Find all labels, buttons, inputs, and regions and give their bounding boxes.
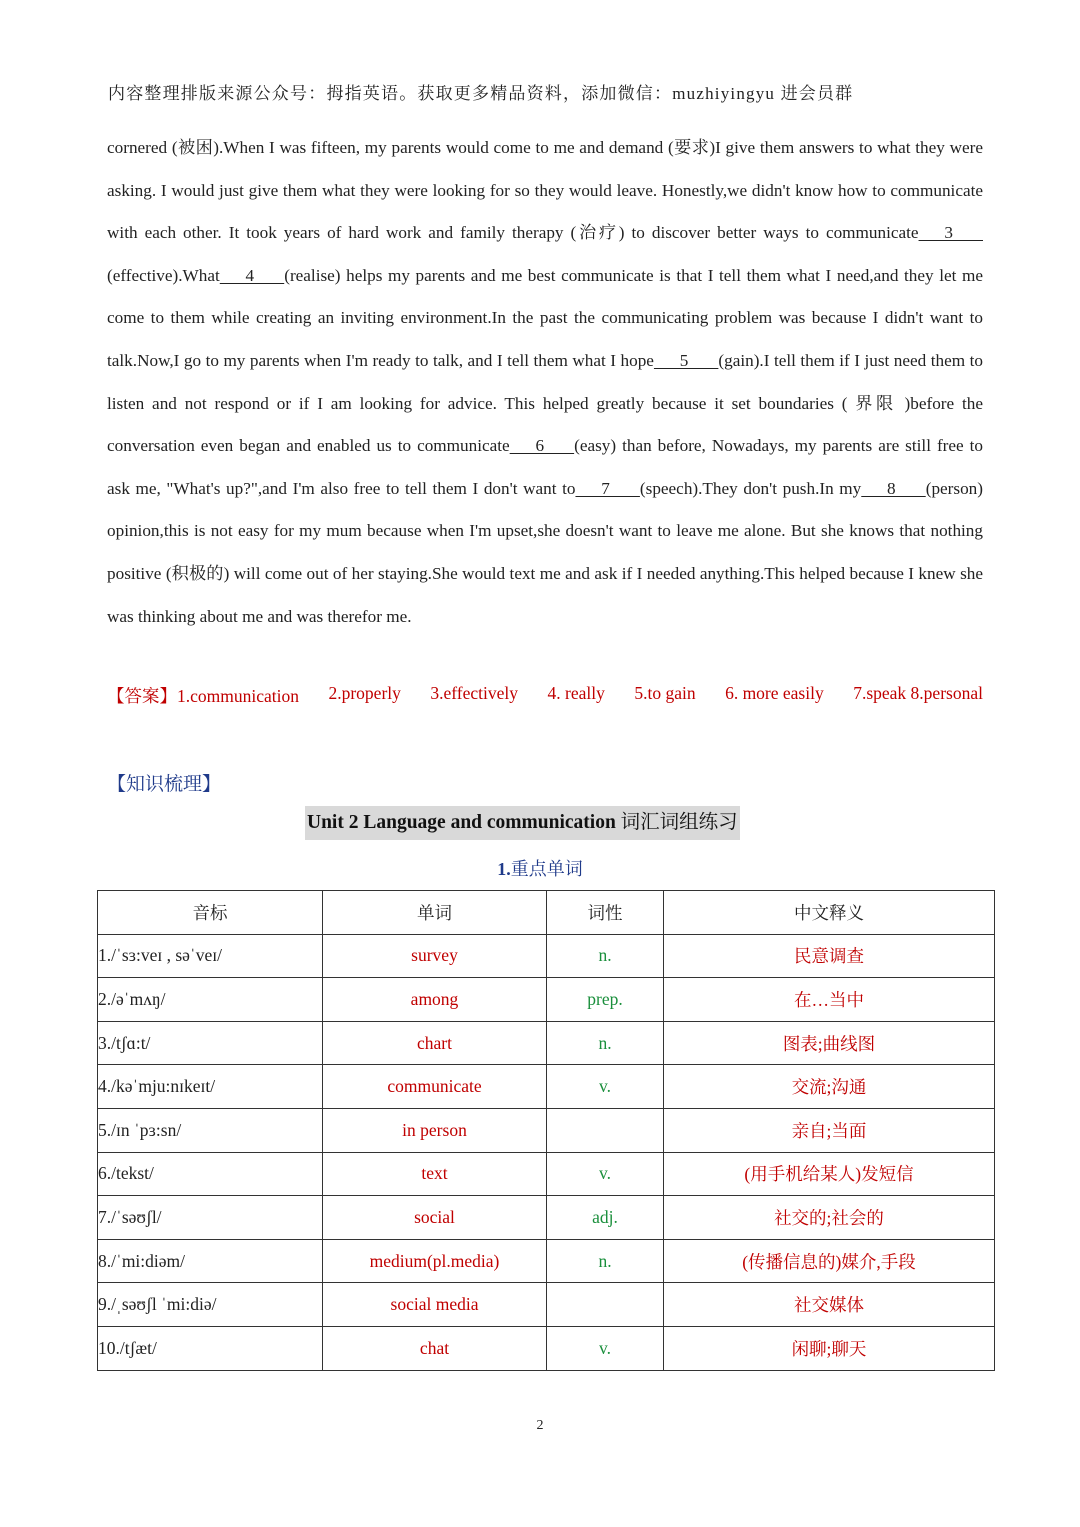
cell-pos: v. <box>547 1326 664 1370</box>
cell-meaning: 亲自;当面 <box>664 1108 995 1152</box>
table-row <box>98 1065 995 1109</box>
answer-item: 5.to gain <box>634 683 696 703</box>
blank-7: 7 <box>575 478 640 498</box>
subtitle <box>0 855 1080 881</box>
answer-item: 6. more easily <box>725 683 824 703</box>
blank-3: 3 <box>918 223 983 243</box>
unit-title-en: Unit 2 Language and communication <box>307 812 616 833</box>
cell-phonetic: 7./ˈsəʊʃl/ <box>98 1196 323 1240</box>
blank-5: 5 <box>653 350 719 370</box>
header-word: 单词 <box>323 891 547 935</box>
cell-meaning: 社交媒体 <box>664 1283 995 1327</box>
cell-pos: v. <box>547 1152 664 1196</box>
subtitle-number: 1. <box>497 859 511 879</box>
cell-word: text <box>323 1152 547 1196</box>
page-header: 内容整理排版来源公众号：拇指英语。获取更多精品资料，添加微信：muzhiyingyu 进会员群 <box>108 84 854 103</box>
passage-text: (gain).I tell them if I just need them to listen and not respond or if I am looking for advice. This helped greatly because it set boundaries ( 界限 )before the conversation even began and enabled us to communicate <box>107 350 983 456</box>
cell-word: chat <box>323 1326 547 1370</box>
cell-meaning: (用手机给某人)发短信 <box>664 1152 995 1196</box>
cell-phonetic: 8./ˈmi:diəm/ <box>98 1239 323 1283</box>
cell-pos: n. <box>547 1239 664 1283</box>
cell-pos <box>547 1283 664 1327</box>
cell-meaning: 闲聊;聊天 <box>664 1326 995 1370</box>
page-number: 2 <box>536 1418 544 1433</box>
cell-meaning: 在…当中 <box>664 978 995 1022</box>
passage-text: (speech).They don't push.In my <box>639 478 862 498</box>
cell-meaning: 民意调查 <box>664 934 995 978</box>
vocabulary-table <box>97 890 995 1371</box>
cell-word: medium(pl.media) <box>323 1239 547 1283</box>
cell-word: communicate <box>323 1065 547 1109</box>
cell-word: chart <box>323 1021 547 1065</box>
header-phonetic: 音标 <box>98 891 323 935</box>
cell-word: among <box>323 978 547 1022</box>
subtitle-text: 重点单词 <box>510 859 583 879</box>
blank-4: 4 <box>219 265 285 285</box>
passage-text: (person) opinion,this is not easy for my mum because when I'm upset,she doesn't want to leave me alone. But she knows that nothing positive (积极的) will come out of her staying.She would text me and ask if I needed anything.This helped because I knew she was thinking about me and was therefor me. <box>107 478 983 626</box>
table-row <box>98 1283 995 1327</box>
answer-label: 【答案】1.communication <box>107 686 299 706</box>
cell-pos: n. <box>547 934 664 978</box>
cell-meaning: (传播信息的)媒介,手段 <box>664 1239 995 1283</box>
passage-text: (easy) than before, Nowadays, my parents are still free to ask me, "What's up?",and I'm also free to tell them I don't want to <box>107 436 984 498</box>
passage <box>107 127 983 638</box>
cell-meaning: 交流;沟通 <box>664 1065 995 1109</box>
cell-phonetic: 10./tʃæt/ <box>98 1326 323 1370</box>
cell-meaning: 社交的;社会的 <box>664 1196 995 1240</box>
table-row <box>98 1021 995 1065</box>
cell-pos: v. <box>547 1065 664 1109</box>
table-row <box>98 978 995 1022</box>
cell-pos <box>547 1108 664 1152</box>
cell-pos: adj. <box>547 1196 664 1240</box>
unit-title-cn: 词汇词组练习 <box>620 812 738 833</box>
cell-word: survey <box>323 934 547 978</box>
blank-6: 6 <box>509 436 575 456</box>
header-pos: 词性 <box>547 891 664 935</box>
cell-word: social <box>323 1196 547 1240</box>
cell-meaning: 图表;曲线图 <box>664 1021 995 1065</box>
cell-word: social media <box>323 1283 547 1327</box>
section-title: 【知识梳理】 <box>107 774 222 795</box>
blank-8: 8 <box>861 478 926 498</box>
answer-key <box>107 683 983 708</box>
cell-phonetic: 4./kəˈmju:nɪkeɪt/ <box>98 1065 323 1109</box>
table-row <box>98 1326 995 1370</box>
answer-item: 3.effectively <box>430 683 519 703</box>
table-header-row <box>98 891 995 935</box>
cell-phonetic: 2./əˈmʌŋ/ <box>98 978 323 1022</box>
cell-pos: n. <box>547 1021 664 1065</box>
table-row <box>98 1239 995 1283</box>
answer-item: 4. really <box>547 683 605 703</box>
table-row <box>98 934 995 978</box>
passage-text: cornered (被困).When I was fifteen, my parents would come to me and demand (要求)I give them answers to what they were asking. I would just give them what they were looking for so they would leave. Honestly,we didn't know how to communicate with each other. It took years of hard work and family therapy (治疗) to discover better ways to communicate <box>107 138 983 243</box>
cell-phonetic: 1./ˈsɜ:veɪ , səˈveɪ/ <box>98 934 323 978</box>
table-row <box>98 1152 995 1196</box>
unit-title <box>305 806 740 840</box>
cell-pos: prep. <box>547 978 664 1022</box>
answer-item: 7.speak 8.personal <box>853 683 983 703</box>
table-row <box>98 1196 995 1240</box>
header-meaning: 中文释义 <box>664 891 995 935</box>
cell-phonetic: 9./ˌsəʊʃl ˈmi:diə/ <box>98 1283 323 1327</box>
cell-phonetic: 6./tekst/ <box>98 1152 323 1196</box>
cell-phonetic: 3./tʃɑ:t/ <box>98 1021 323 1065</box>
cell-phonetic: 5./ɪn ˈpɜ:sn/ <box>98 1108 323 1152</box>
passage-text: (realise) helps my parents and me best communicate is that I tell them what I need,and they let me come to them while creating an inviting environment.In the past the communicating problem was because I didn't want to talk.Now,I go to my parents when I'm ready to talk, and I tell them what I hope <box>107 265 983 370</box>
passage-text: (effective).What <box>107 265 220 285</box>
answer-item: 2.properly <box>328 683 401 703</box>
cell-word: in person <box>323 1108 547 1152</box>
table-row <box>98 1108 995 1152</box>
